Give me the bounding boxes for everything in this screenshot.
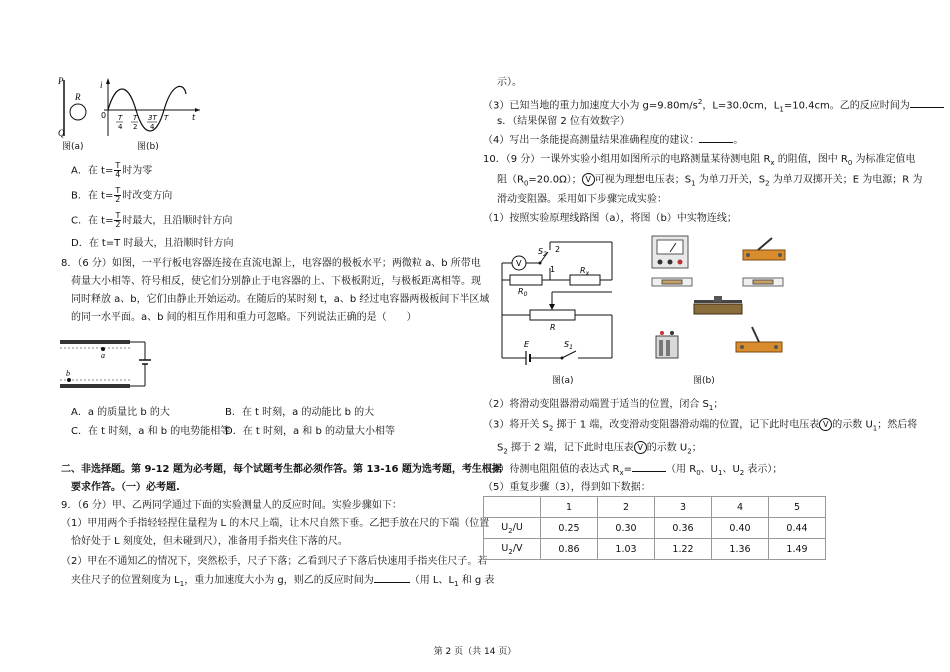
page-footer: 第 2 页（共 14 页） xyxy=(433,647,517,657)
voltmeter-symbol: V xyxy=(634,441,647,454)
label-t: t xyxy=(192,113,196,122)
section2-heading-2: 要求作答。（一）必考题. xyxy=(71,482,180,493)
tick-T: T xyxy=(164,114,169,122)
table-header-cell: 5 xyxy=(769,497,826,518)
tick-T4-den: 4 xyxy=(118,123,123,131)
q8-option-b: B．在 t 时刻，a 的动能比 b 的大 xyxy=(225,407,375,418)
S2-label: $S_2$ xyxy=(538,247,547,258)
q10-part-2: （2）将滑动变阻器滑动端置于适当的位置，闭合 $S_1$； xyxy=(483,399,724,412)
q10-part-5: （5）重复步骤（3），得到如下数据： xyxy=(483,482,651,493)
q8-option-a: A．a 的质量比 b 的大 xyxy=(71,407,170,418)
terminal-2-label: 2 xyxy=(555,245,561,254)
q9-continued: 示）。 xyxy=(497,77,522,88)
voltmeter-symbol: V xyxy=(582,173,595,186)
table-row-label: $U_2/V$ xyxy=(484,539,541,560)
label-Q: Q xyxy=(58,128,65,138)
fig-b-caption: 图(b) xyxy=(137,142,159,152)
table-cell: 0.86 xyxy=(541,539,598,560)
voltmeter-symbol: V xyxy=(819,418,832,431)
fig-circuit-diagram xyxy=(490,230,630,370)
q10-part-1: （1）按照实验原理线路图（a），将图（b）中实物连线； xyxy=(483,213,737,224)
tick-T2-den: 2 xyxy=(133,123,138,131)
table-header-cell xyxy=(484,497,541,518)
tick-3T4-num: 3T xyxy=(148,114,157,122)
Rx-label: $R_x$ xyxy=(580,266,590,277)
table-cell: 0.44 xyxy=(769,518,826,539)
R-label: R xyxy=(550,323,556,332)
label-P: P xyxy=(58,76,64,86)
table-row-label: $U_2/U$ xyxy=(484,518,541,539)
q8-option-d: D．在 t 时刻，a 和 b 的动量大小相等 xyxy=(225,426,395,437)
q9-part-3: （3）已知当地的重力加速度大小为 $g=9.80m/s^2$，L=30.0cm，$L_1=10.4cm$。乙的反应时间为 xyxy=(483,96,944,116)
answer-blank[interactable] xyxy=(374,582,410,583)
S1-label: $S_1$ xyxy=(564,340,573,351)
q10-part-4: （4）待测电阻阻值的表达式 $R_x=$ （用 $R_0$、$U_1$、$U_2$ 表示）； xyxy=(483,464,783,477)
q9-part-3-unit: s．（结果保留 2 位有效数字） xyxy=(497,116,630,127)
table-cell: 1.22 xyxy=(655,539,712,560)
label-i: i xyxy=(100,80,103,90)
particle-a-label: a xyxy=(101,351,105,360)
table-header-cell: 1 xyxy=(541,497,598,518)
q10-line-2: 阻$(R_0=20.0\Omega)$； V 可视为理想电压表；$S_1$ 为单刀开关，$S_2$ 为单刀双掷开关；E 为电源；R 为 xyxy=(497,174,923,188)
fig-a-caption: 图(a) xyxy=(62,142,84,152)
tick-T4-num: T xyxy=(118,114,123,122)
label-origin: 0 xyxy=(101,111,107,120)
table-row xyxy=(484,518,826,539)
q7-option-b: B．在 t= $\frac{T}{2}$ 时改变方向 xyxy=(71,186,173,204)
q10-part-3: （3）将开关 $S_2$ 掷于 1 端，改变滑动变阻器滑动端的位置，记下此时电压表 V 的示数 $U_1$；然后将 xyxy=(483,419,918,433)
table-cell: 1.36 xyxy=(712,539,769,560)
q10-line-3: 滑动变阻器。采用如下步骤完成实验： xyxy=(497,194,667,205)
equipment-fig-b-caption: 图(b) xyxy=(693,376,715,386)
table-cell: 0.30 xyxy=(598,518,655,539)
q9-line-1: 9．（6 分）甲、乙两同学通过下面的实验测量人的反应时间。实验步骤如下： xyxy=(61,500,402,511)
table-cell: 0.25 xyxy=(541,518,598,539)
fig-equipment-photo xyxy=(648,232,798,372)
table-header-cell: 4 xyxy=(712,497,769,518)
answer-blank[interactable] xyxy=(699,142,733,143)
q9-line-4: （2）甲在不通知乙的情况下，突然松手，尺子下落；乙看到尺子下落后快速用手指夹住尺子。若 xyxy=(61,556,488,567)
table-header-row xyxy=(484,497,826,518)
answer-blank[interactable] xyxy=(632,471,666,472)
q7-option-a: A．在 t= $\frac{T}{4}$ 时为零 xyxy=(71,161,153,179)
q10-part-3-cont: $S_2$ 掷于 2 端，记下此时电压表 V 的示数 $U_2$； xyxy=(497,442,702,456)
q7-option-c: C．在 t= $\frac{T}{2}$ 时最大，且沿顺时针方向 xyxy=(71,211,233,229)
label-R: R xyxy=(75,92,81,102)
q8-line-2: 荷量大小相等、符号相反，使它们分别静止于电容器的上、下极板附近，与极板距离相等。现 xyxy=(71,276,481,287)
q8-option-c: C．在 t 时刻，a 和 b 的电势能相等 xyxy=(71,426,231,437)
particle-b-label: b xyxy=(66,369,70,378)
q9-line-2: （1）甲用两个手指轻轻捏住量程为 L 的木尺上端，让木尺自然下垂。乙把手放在尺的下端（位置 xyxy=(61,518,490,529)
answer-blank[interactable] xyxy=(910,107,944,108)
table-cell: 1.03 xyxy=(598,539,655,560)
q8-line-3: 同时释放 a、b，它们由静止开始运动。在随后的某时刻 t，a、b 经过电容器两极板间下半区域 xyxy=(71,294,490,305)
table-header-cell: 2 xyxy=(598,497,655,518)
q9-part-4: （4）写出一条能提高测量结果准确程度的建议： 。 xyxy=(483,135,744,146)
tick-T2-num: T xyxy=(133,114,138,122)
table-header-cell: 3 xyxy=(655,497,712,518)
E-label: E xyxy=(524,340,530,349)
table-cell: 0.40 xyxy=(712,518,769,539)
q8-line-1: 8．（6 分）如图，一平行板电容器连接在直流电源上，电容器的极板水平；两微粒 a、b 所带电 xyxy=(61,258,481,269)
section2-heading-1: 二、非选择题。第 9-12 题为必考题，每个试题考生都必须作答。第 13-16 题为选考题，考生根据 xyxy=(61,464,502,475)
tick-3T4-den: 4 xyxy=(150,123,155,131)
q9-line-3: 恰好处于 L 刻度处，但未碰到尺），准备用手指夹住下落的尺。 xyxy=(71,536,348,547)
voltmeter-label: V xyxy=(516,259,522,268)
q8-line-4: 的同一水平面。a、b 间的相互作用和重力可忽略。下列说法正确的是（ ） xyxy=(71,312,417,323)
q10-line-1: 10．（9 分）一课外实验小组用如图所示的电路测量某待测电阻 $R_x$ 的阻值，图中 $R_0$ 为标准定值电 xyxy=(483,154,916,167)
data-table xyxy=(483,496,826,560)
table-cell: 1.49 xyxy=(769,539,826,560)
R0-label: $R_0$ xyxy=(518,287,528,298)
table-row xyxy=(484,539,826,560)
circuit-fig-a-caption: 图(a) xyxy=(552,376,574,386)
q9-line-5: 夹住尺子的位置刻度为 $L_1$，重力加速度大小为 g，则乙的反应时间为 （用 L、$L_1$ 和 g 表 xyxy=(71,575,495,588)
fig-capacitor xyxy=(55,330,165,398)
terminal-1-label: 1 xyxy=(550,265,556,274)
q7-option-d: D．在 t=T 时最大，且沿顺时针方向 xyxy=(71,238,234,249)
table-cell: 0.36 xyxy=(655,518,712,539)
